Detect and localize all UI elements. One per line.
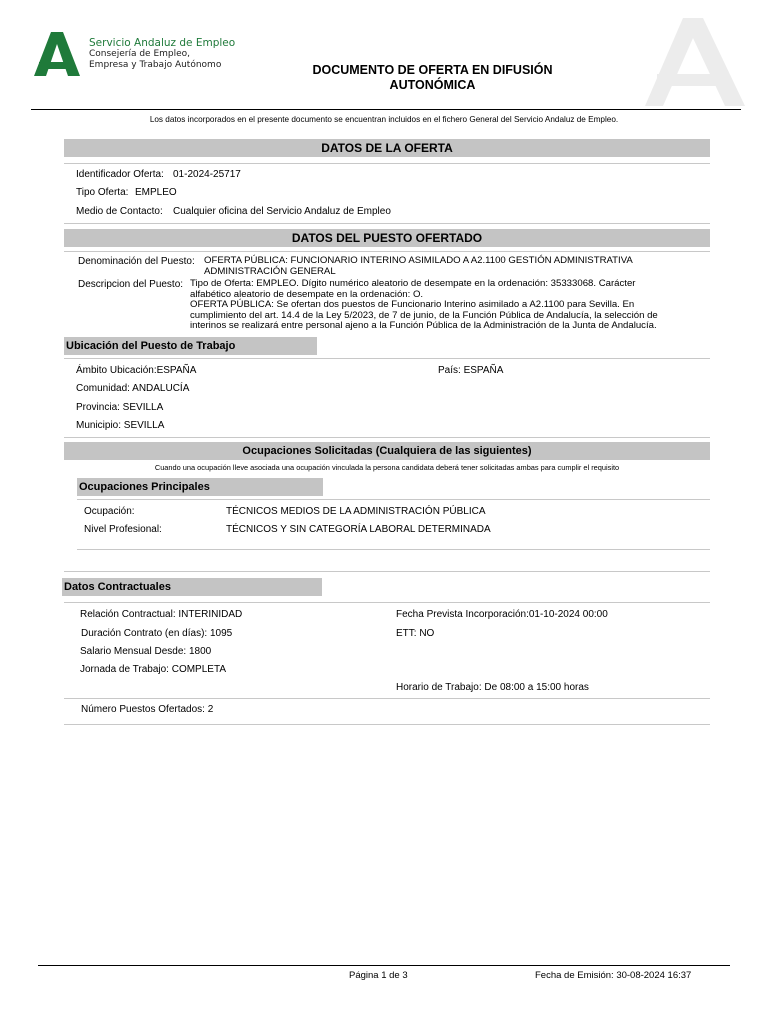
nivel-profesional-label: Nivel Profesional: <box>84 524 162 535</box>
ambito-ubicacion: Ámbito Ubicación:ESPAÑA <box>76 365 197 376</box>
medio-contacto-label: Medio de Contacto: <box>76 206 163 217</box>
footer-rule <box>38 965 730 966</box>
descripcion-value <box>190 279 658 332</box>
ett: ETT: NO <box>396 628 435 639</box>
tipo-oferta-value: EMPLEO <box>135 187 177 198</box>
tipo-oferta-label: Tipo Oferta: <box>76 187 129 198</box>
divider <box>64 223 710 224</box>
divider <box>77 499 710 500</box>
header-rule <box>31 109 741 110</box>
ocupaciones-note: Cuando una ocupación lleve asociada una ocupación vinculada la persona candidata deberá tener solicitadas ambas para cumplir el requisito <box>154 463 620 472</box>
data-notice: Los datos incorporados en el presente documento se encuentran incluidos en el fichero General del Servicio Andaluz de Empleo. <box>149 115 619 124</box>
watermark-logo <box>645 18 745 108</box>
divider <box>64 437 710 438</box>
logo-line-2: Consejería de Empleo, <box>89 49 191 59</box>
fecha-prevista-incorporacion: Fecha Prevista Incorporación:01-10-2024 00:00 <box>396 609 608 620</box>
divider <box>64 724 710 725</box>
comunidad: Comunidad: ANDALUCÍA <box>76 383 190 394</box>
section-datos-oferta: DATOS DE LA OFERTA <box>64 139 710 157</box>
ocupacion-label: Ocupación: <box>84 506 135 517</box>
salario-mensual: Salario Mensual Desde: 1800 <box>80 646 212 657</box>
logo-line-1: Servicio Andaluz de Empleo <box>89 37 236 49</box>
divider <box>64 602 710 603</box>
descripcion-line: alfabético aleatorio de desempate en la ordenación: O. <box>190 288 424 300</box>
pais: País: ESPAÑA <box>438 365 504 376</box>
denominacion-line-2: ADMINISTRACIÓN GENERAL <box>204 265 336 277</box>
title-line-1: DOCUMENTO DE OFERTA EN DIFUSIÓN <box>312 63 553 77</box>
section-ubicacion: Ubicación del Puesto de Trabajo <box>64 337 317 355</box>
fecha-emision: Fecha de Emisión: 30-08-2024 16:37 <box>535 970 692 981</box>
divider <box>64 358 710 359</box>
divider <box>64 571 710 572</box>
denominacion-label: Denominación del Puesto: <box>78 256 195 267</box>
descripcion-line: OFERTA PÚBLICA: Se ofertan dos puestos de Funcionario Interino asimilado a A2.1100 para Sevilla. En <box>190 299 635 310</box>
numero-puestos: Número Puestos Ofertados: 2 <box>81 704 214 715</box>
denominacion-value <box>204 256 633 277</box>
divider <box>77 549 710 550</box>
medio-contacto-value: Cualquier oficina del Servicio Andaluz de Empleo <box>173 206 391 217</box>
provincia: Provincia: SEVILLA <box>76 402 164 413</box>
section-datos-puesto: DATOS DEL PUESTO OFERTADO <box>64 229 710 247</box>
title-line-2: AUTONÓMICA <box>389 78 476 92</box>
denominacion-line-1: OFERTA PÚBLICA: FUNCIONARIO INTERINO ASIMILADO A A2.1100 GESTIÓN ADMINISTRATIVA <box>204 255 633 266</box>
document-title <box>260 63 605 93</box>
ocupacion-value: TÉCNICOS MEDIOS DE LA ADMINISTRACIÓN PÚBLICA <box>226 506 486 517</box>
page-number: Página 1 de 3 <box>349 970 408 981</box>
nivel-profesional-value: TÉCNICOS Y SIN CATEGORÍA LABORAL DETERMINADA <box>226 524 491 535</box>
divider <box>64 698 710 699</box>
logo-text <box>89 38 235 71</box>
section-ocupaciones-principales: Ocupaciones Principales <box>77 478 323 496</box>
duracion-contrato: Duración Contrato (en días): 1095 <box>81 628 233 639</box>
divider <box>64 163 710 164</box>
descripcion-line: Tipo de Oferta: EMPLEO. Dígito numérico aleatorio de desempate en la ordenación: 35333068. Carácter <box>190 278 636 289</box>
descripcion-line: cumplimiento del art. 14.4 de la Ley 5/2023, de 7 de junio, de la Función Pública de Andalucía, la selección de <box>190 309 658 321</box>
relacion-contractual: Relación Contractual: INTERINIDAD <box>80 609 243 620</box>
section-ocupaciones: Ocupaciones Solicitadas (Cualquiera de las siguientes) <box>64 442 710 460</box>
jornada-trabajo: Jornada de Trabajo: COMPLETA <box>80 664 226 675</box>
section-datos-contractuales: Datos Contractuales <box>62 578 322 596</box>
descripcion-label: Descripcion del Puesto: <box>78 279 184 290</box>
divider <box>64 251 710 252</box>
identificador-value: 01-2024-25717 <box>173 169 241 180</box>
descripcion-line: interinos se realizará entre personal ajeno a la Función Pública de la Administración de la Junta de Andalucía. <box>190 320 657 331</box>
municipio: Municipio: SEVILLA <box>76 420 165 431</box>
logo-line-3: Empresa y Trabajo Autónomo <box>89 60 222 70</box>
logo-mark <box>34 32 82 76</box>
horario-trabajo: Horario de Trabajo: De 08:00 a 15:00 horas <box>396 682 589 693</box>
identificador-label: Identificador Oferta: <box>76 169 164 180</box>
